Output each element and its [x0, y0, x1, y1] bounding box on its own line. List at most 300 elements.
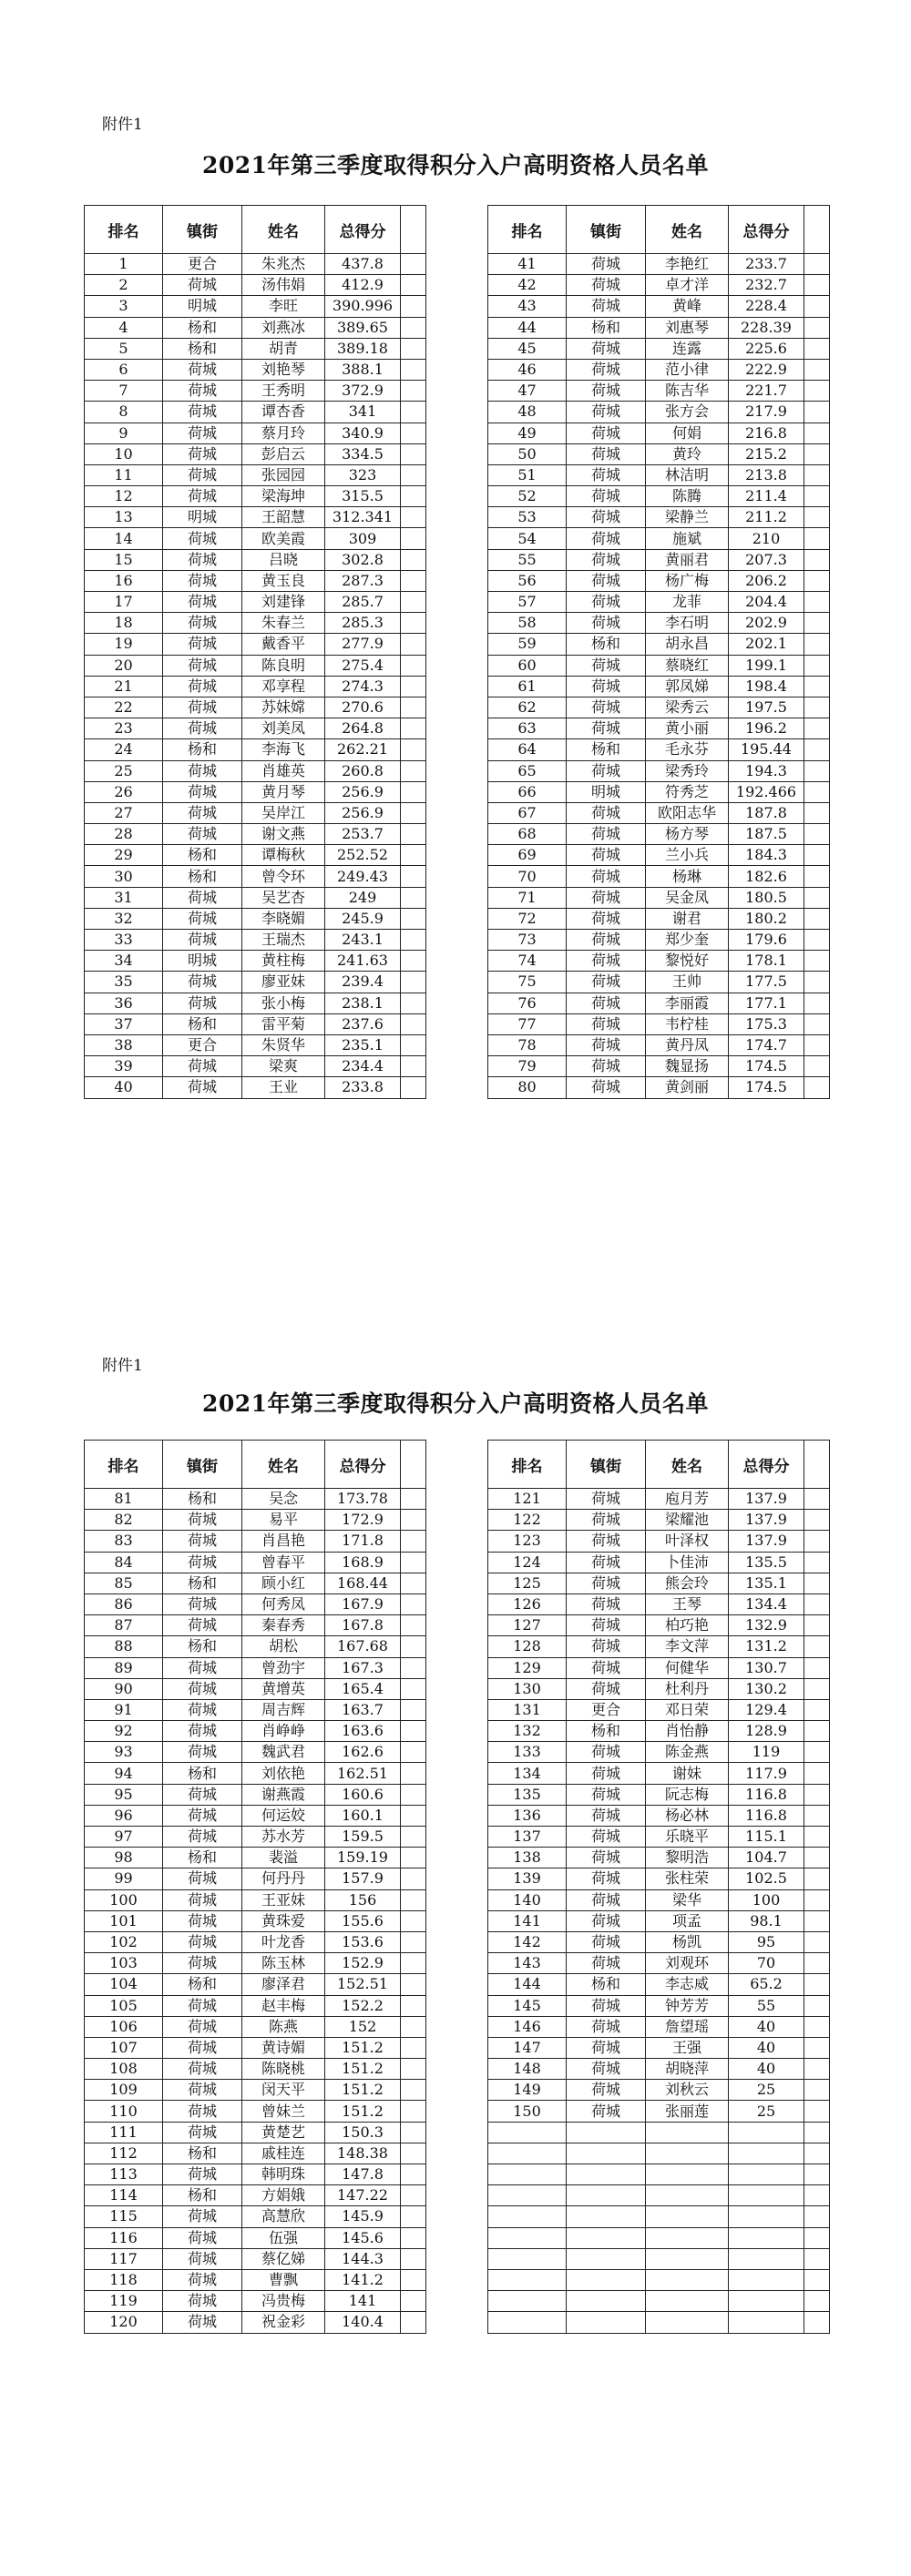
town-cell: 荷城	[567, 1763, 646, 1784]
blank-cell	[401, 1056, 426, 1077]
table-row	[85, 1056, 426, 1077]
blank-cell	[401, 1742, 426, 1763]
town-cell: 荷城	[163, 2164, 242, 2185]
score-cell: 180.2	[729, 908, 804, 929]
town-cell: 荷城	[567, 1013, 646, 1034]
town-cell: 荷城	[567, 570, 646, 591]
town-cell: 荷城	[567, 381, 646, 402]
score-cell: 437.8	[325, 254, 401, 275]
header-score: 总得分	[325, 1441, 401, 1489]
table-row	[488, 1848, 830, 1868]
document-title: 2021年第三季度取得积分入户高明资格人员名单	[201, 152, 710, 178]
name-cell: 连露	[646, 338, 729, 359]
town-cell	[567, 2312, 646, 2333]
score-cell: 95	[729, 1931, 804, 1952]
town-cell: 明城	[163, 296, 242, 317]
town-cell: 荷城	[163, 802, 242, 823]
name-cell: 黄珠爱	[242, 1910, 325, 1931]
blank-cell	[804, 1013, 830, 1034]
name-cell: 李志威	[646, 1974, 729, 1995]
name-cell: 李文萍	[646, 1636, 729, 1657]
name-cell: 黎悦好	[646, 951, 729, 972]
name-cell: 范小律	[646, 359, 729, 380]
rank-cell: 113	[85, 2164, 163, 2185]
table-row	[488, 507, 830, 528]
table-row	[85, 2016, 426, 2037]
name-cell: 肖峥峥	[242, 1721, 325, 1742]
rank-cell: 109	[85, 2080, 163, 2101]
rank-cell: 29	[85, 845, 163, 866]
header-town: 镇街	[567, 206, 646, 254]
blank-cell	[401, 296, 426, 317]
table-row	[488, 1763, 830, 1784]
blank-cell	[804, 760, 830, 781]
blank-cell	[804, 802, 830, 823]
score-cell: 151.2	[325, 2080, 401, 2101]
name-cell: 刘建锋	[242, 592, 325, 613]
rank-cell: 83	[85, 1531, 163, 1552]
blank-column	[804, 1441, 830, 1489]
blank-column	[804, 206, 830, 254]
rank-cell: 129	[488, 1657, 567, 1678]
table-row	[488, 1615, 830, 1636]
score-cell: 98.1	[729, 1910, 804, 1931]
score-cell: 104.7	[729, 1848, 804, 1868]
score-cell: 151.2	[325, 2059, 401, 2080]
rank-cell: 45	[488, 338, 567, 359]
score-cell: 182.6	[729, 866, 804, 887]
score-cell: 275.4	[325, 655, 401, 676]
rank-cell: 43	[488, 296, 567, 317]
score-cell: 100	[729, 1889, 804, 1910]
town-cell: 荷城	[163, 2037, 242, 2058]
table-row	[488, 1784, 830, 1805]
score-cell: 372.9	[325, 381, 401, 402]
blank-cell	[401, 2164, 426, 2185]
name-cell: 廖亚妹	[242, 972, 325, 993]
blank-cell	[401, 1510, 426, 1531]
town-cell: 荷城	[163, 1931, 242, 1952]
town-cell: 荷城	[163, 402, 242, 423]
table-row	[85, 972, 426, 993]
name-cell: 雷平菊	[242, 1013, 325, 1034]
town-cell: 荷城	[567, 402, 646, 423]
town-cell: 荷城	[567, 423, 646, 443]
blank-cell	[804, 2206, 830, 2227]
blank-cell	[401, 1784, 426, 1805]
score-cell: 152.2	[325, 1995, 401, 2016]
blank-cell	[804, 1742, 830, 1763]
blank-cell	[401, 972, 426, 993]
blank-cell	[401, 2059, 426, 2080]
score-cell: 264.8	[325, 718, 401, 739]
score-cell: 150.3	[325, 2122, 401, 2143]
rank-cell: 40	[85, 1077, 163, 1098]
table-row	[85, 2185, 426, 2206]
rank-cell: 9	[85, 423, 163, 443]
town-cell: 荷城	[567, 254, 646, 275]
table-row	[85, 1805, 426, 1826]
blank-cell	[804, 1953, 830, 1974]
table-row	[488, 2248, 830, 2269]
rank-cell: 41	[488, 254, 567, 275]
name-cell: 刘依艳	[242, 1763, 325, 1784]
table-row	[488, 2059, 830, 2080]
score-cell: 144.3	[325, 2248, 401, 2269]
rank-cell: 90	[85, 1678, 163, 1699]
score-cell: 196.2	[729, 718, 804, 739]
town-cell: 荷城	[163, 760, 242, 781]
table-row	[488, 802, 830, 823]
town-cell: 荷城	[567, 1953, 646, 1974]
name-cell: 黄丽君	[646, 549, 729, 570]
name-cell: 李丽霞	[646, 993, 729, 1013]
town-cell	[567, 2185, 646, 2206]
score-cell: 162.51	[325, 1763, 401, 1784]
table-row	[85, 655, 426, 676]
score-cell: 198.4	[729, 676, 804, 697]
table-row	[488, 1034, 830, 1055]
rank-cell: 69	[488, 845, 567, 866]
name-cell: 李海飞	[242, 739, 325, 760]
name-cell: 王秀明	[242, 381, 325, 402]
rank-cell: 23	[85, 718, 163, 739]
score-cell: 171.8	[325, 1531, 401, 1552]
score-cell: 70	[729, 1953, 804, 1974]
rank-cell: 99	[85, 1868, 163, 1889]
score-cell: 187.5	[729, 824, 804, 845]
rank-cell: 93	[85, 1742, 163, 1763]
town-cell: 荷城	[163, 1699, 242, 1720]
table-row	[85, 2037, 426, 2058]
rank-cell: 27	[85, 802, 163, 823]
name-cell: 王韶慧	[242, 507, 325, 528]
name-cell	[646, 2143, 729, 2164]
table-row	[488, 2080, 830, 2101]
table-row	[85, 697, 426, 718]
rank-cell: 72	[488, 908, 567, 929]
name-cell: 刘燕冰	[242, 317, 325, 338]
name-cell: 吴念	[242, 1489, 325, 1510]
rank-cell: 35	[85, 972, 163, 993]
rank-cell: 49	[488, 423, 567, 443]
table-row	[488, 1868, 830, 1889]
score-cell: 165.4	[325, 1678, 401, 1699]
blank-cell	[804, 1678, 830, 1699]
table-row	[488, 275, 830, 296]
town-cell: 杨和	[163, 2143, 242, 2164]
score-cell: 145.9	[325, 2206, 401, 2227]
table-row	[488, 254, 830, 275]
town-cell	[567, 2143, 646, 2164]
table-row	[85, 1678, 426, 1699]
score-cell: 153.6	[325, 1931, 401, 1952]
blank-column	[401, 206, 426, 254]
score-cell: 40	[729, 2016, 804, 2037]
rank-cell: 104	[85, 1974, 163, 1995]
name-cell: 刘秋云	[646, 2080, 729, 2101]
town-cell: 荷城	[163, 1678, 242, 1699]
blank-cell	[804, 592, 830, 613]
table-row	[85, 528, 426, 549]
blank-cell	[804, 486, 830, 507]
town-cell: 荷城	[163, 1657, 242, 1678]
blank-cell	[804, 1636, 830, 1657]
name-cell: 黄剑丽	[646, 1077, 729, 1098]
town-cell	[567, 2248, 646, 2269]
blank-cell	[401, 1657, 426, 1678]
town-cell: 荷城	[567, 1784, 646, 1805]
rank-cell: 123	[488, 1531, 567, 1552]
score-cell: 194.3	[729, 760, 804, 781]
score-cell: 390.996	[325, 296, 401, 317]
table-row	[85, 1034, 426, 1055]
rank-cell: 5	[85, 338, 163, 359]
rank-cell: 91	[85, 1699, 163, 1720]
blank-cell	[401, 1489, 426, 1510]
blank-cell	[401, 845, 426, 866]
score-cell: 274.3	[325, 676, 401, 697]
blank-cell	[401, 1531, 426, 1552]
rank-cell: 86	[85, 1593, 163, 1614]
blank-cell	[804, 824, 830, 845]
rank-cell: 143	[488, 1953, 567, 1974]
town-cell: 荷城	[163, 1889, 242, 1910]
table-row	[85, 507, 426, 528]
town-cell: 荷城	[163, 423, 242, 443]
blank-cell	[401, 760, 426, 781]
table-row	[488, 549, 830, 570]
score-cell: 116.8	[729, 1805, 804, 1826]
blank-cell	[401, 697, 426, 718]
name-cell: 谢文燕	[242, 824, 325, 845]
name-cell: 曾令环	[242, 866, 325, 887]
score-cell	[729, 2122, 804, 2143]
score-cell: 159.19	[325, 1848, 401, 1868]
score-cell: 131.2	[729, 1636, 804, 1657]
name-cell: 方娟娥	[242, 2185, 325, 2206]
rank-cell: 97	[85, 1827, 163, 1848]
name-cell	[646, 2185, 729, 2206]
rank-cell: 15	[85, 549, 163, 570]
table-row	[488, 1910, 830, 1931]
town-cell: 荷城	[163, 1615, 242, 1636]
page-1	[0, 0, 911, 1275]
town-cell: 荷城	[567, 802, 646, 823]
blank-cell	[804, 275, 830, 296]
header-town: 镇街	[567, 1441, 646, 1489]
blank-cell	[804, 2122, 830, 2143]
table-row	[85, 1868, 426, 1889]
blank-cell	[804, 254, 830, 275]
blank-cell	[401, 254, 426, 275]
town-cell: 荷城	[163, 2080, 242, 2101]
score-cell: 187.8	[729, 802, 804, 823]
town-cell: 荷城	[567, 887, 646, 908]
rank-cell: 130	[488, 1678, 567, 1699]
town-cell: 荷城	[163, 1868, 242, 1889]
name-cell: 黄小丽	[646, 718, 729, 739]
blank-cell	[804, 781, 830, 802]
town-cell: 荷城	[567, 951, 646, 972]
town-cell: 明城	[163, 507, 242, 528]
blank-cell	[804, 1077, 830, 1098]
table-row	[488, 317, 830, 338]
score-cell: 134.4	[729, 1593, 804, 1614]
name-cell: 吴艺杏	[242, 887, 325, 908]
table-row	[85, 464, 426, 485]
table-row	[85, 1721, 426, 1742]
rank-cell: 64	[488, 739, 567, 760]
table-row	[85, 2101, 426, 2122]
blank-cell	[401, 1699, 426, 1720]
blank-cell	[804, 2185, 830, 2206]
score-cell: 211.2	[729, 507, 804, 528]
rank-cell: 78	[488, 1034, 567, 1055]
score-cell: 389.18	[325, 338, 401, 359]
name-cell: 冯贵梅	[242, 2291, 325, 2312]
name-cell	[646, 2206, 729, 2227]
blank-cell	[804, 1931, 830, 1952]
table-row	[488, 2206, 830, 2227]
header-rank: 排名	[488, 206, 567, 254]
town-cell: 荷城	[163, 2269, 242, 2290]
blank-cell	[401, 275, 426, 296]
rank-cell: 34	[85, 951, 163, 972]
score-cell: 128.9	[729, 1721, 804, 1742]
town-cell: 荷城	[567, 1034, 646, 1055]
rank-cell: 121	[488, 1489, 567, 1510]
town-cell: 荷城	[163, 1531, 242, 1552]
rank-cell: 17	[85, 592, 163, 613]
table-row	[85, 1974, 426, 1995]
town-cell: 荷城	[567, 1531, 646, 1552]
name-cell: 杨必林	[646, 1805, 729, 1826]
name-cell: 彭启云	[242, 443, 325, 464]
score-cell: 228.4	[729, 296, 804, 317]
table-row	[85, 866, 426, 887]
score-cell: 119	[729, 1742, 804, 1763]
blank-cell	[401, 1721, 426, 1742]
name-cell: 胡松	[242, 1636, 325, 1657]
blank-cell	[804, 1657, 830, 1678]
blank-cell	[401, 2269, 426, 2290]
score-cell: 225.6	[729, 338, 804, 359]
name-cell: 黄楚艺	[242, 2122, 325, 2143]
score-cell: 132.9	[729, 1615, 804, 1636]
table-row	[85, 443, 426, 464]
rank-cell: 58	[488, 613, 567, 634]
score-cell: 334.5	[325, 443, 401, 464]
table-row	[85, 402, 426, 423]
town-cell: 荷城	[567, 1827, 646, 1848]
table-row	[85, 1848, 426, 1868]
name-cell: 欧阳志华	[646, 802, 729, 823]
blank-cell	[804, 338, 830, 359]
name-cell: 林洁明	[646, 464, 729, 485]
name-cell: 庖月芳	[646, 1489, 729, 1510]
score-cell: 168.9	[325, 1552, 401, 1573]
name-cell: 苏妹嫦	[242, 697, 325, 718]
rank-cell: 36	[85, 993, 163, 1013]
town-cell: 荷城	[567, 1678, 646, 1699]
rank-cell: 55	[488, 549, 567, 570]
blank-cell	[804, 381, 830, 402]
blank-cell	[804, 1805, 830, 1826]
ranking-table-right	[487, 1440, 830, 2334]
town-cell: 荷城	[567, 1056, 646, 1077]
name-cell: 张柱荣	[646, 1868, 729, 1889]
name-cell: 黄玉良	[242, 570, 325, 591]
blank-cell	[804, 1995, 830, 2016]
town-cell: 荷城	[163, 464, 242, 485]
town-cell: 杨和	[163, 739, 242, 760]
town-cell: 明城	[163, 951, 242, 972]
name-cell: 蔡月玲	[242, 423, 325, 443]
blank-cell	[401, 2122, 426, 2143]
table-row	[85, 296, 426, 317]
town-cell: 荷城	[163, 1056, 242, 1077]
town-cell: 杨和	[567, 634, 646, 655]
name-cell: 兰小兵	[646, 845, 729, 866]
score-cell: 217.9	[729, 402, 804, 423]
score-cell: 285.7	[325, 592, 401, 613]
rank-cell: 92	[85, 1721, 163, 1742]
rank-cell: 6	[85, 359, 163, 380]
name-cell: 黄峰	[646, 296, 729, 317]
rank-cell: 62	[488, 697, 567, 718]
rank-cell: 12	[85, 486, 163, 507]
name-cell: 张方会	[646, 402, 729, 423]
score-cell: 167.68	[325, 1636, 401, 1657]
blank-cell	[804, 1531, 830, 1552]
town-cell: 荷城	[163, 887, 242, 908]
rank-cell: 44	[488, 317, 567, 338]
score-cell: 388.1	[325, 359, 401, 380]
table-row	[488, 1931, 830, 1952]
town-cell: 荷城	[163, 381, 242, 402]
score-cell: 285.3	[325, 613, 401, 634]
rank-cell: 8	[85, 402, 163, 423]
blank-cell	[804, 1699, 830, 1720]
score-cell: 40	[729, 2037, 804, 2058]
name-cell: 刘美凤	[242, 718, 325, 739]
town-cell: 荷城	[567, 1077, 646, 1098]
score-cell: 129.4	[729, 1699, 804, 1720]
ranking-table-right	[487, 205, 830, 1099]
rank-cell	[488, 2122, 567, 2143]
town-cell: 荷城	[567, 1510, 646, 1531]
blank-cell	[401, 1593, 426, 1614]
name-cell: 谢君	[646, 908, 729, 929]
name-cell: 符秀芝	[646, 781, 729, 802]
table-row	[488, 908, 830, 929]
table-row	[488, 1974, 830, 1995]
rank-cell: 52	[488, 486, 567, 507]
blank-cell	[401, 1636, 426, 1657]
table-row	[85, 2291, 426, 2312]
rank-cell: 131	[488, 1699, 567, 1720]
table-row	[85, 993, 426, 1013]
rank-cell: 145	[488, 1995, 567, 2016]
table-row	[488, 338, 830, 359]
table-row	[85, 1013, 426, 1034]
rank-cell: 13	[85, 507, 163, 528]
name-cell: 魏武君	[242, 1742, 325, 1763]
table-row	[85, 275, 426, 296]
blank-cell	[401, 1573, 426, 1593]
name-cell: 黄玲	[646, 443, 729, 464]
